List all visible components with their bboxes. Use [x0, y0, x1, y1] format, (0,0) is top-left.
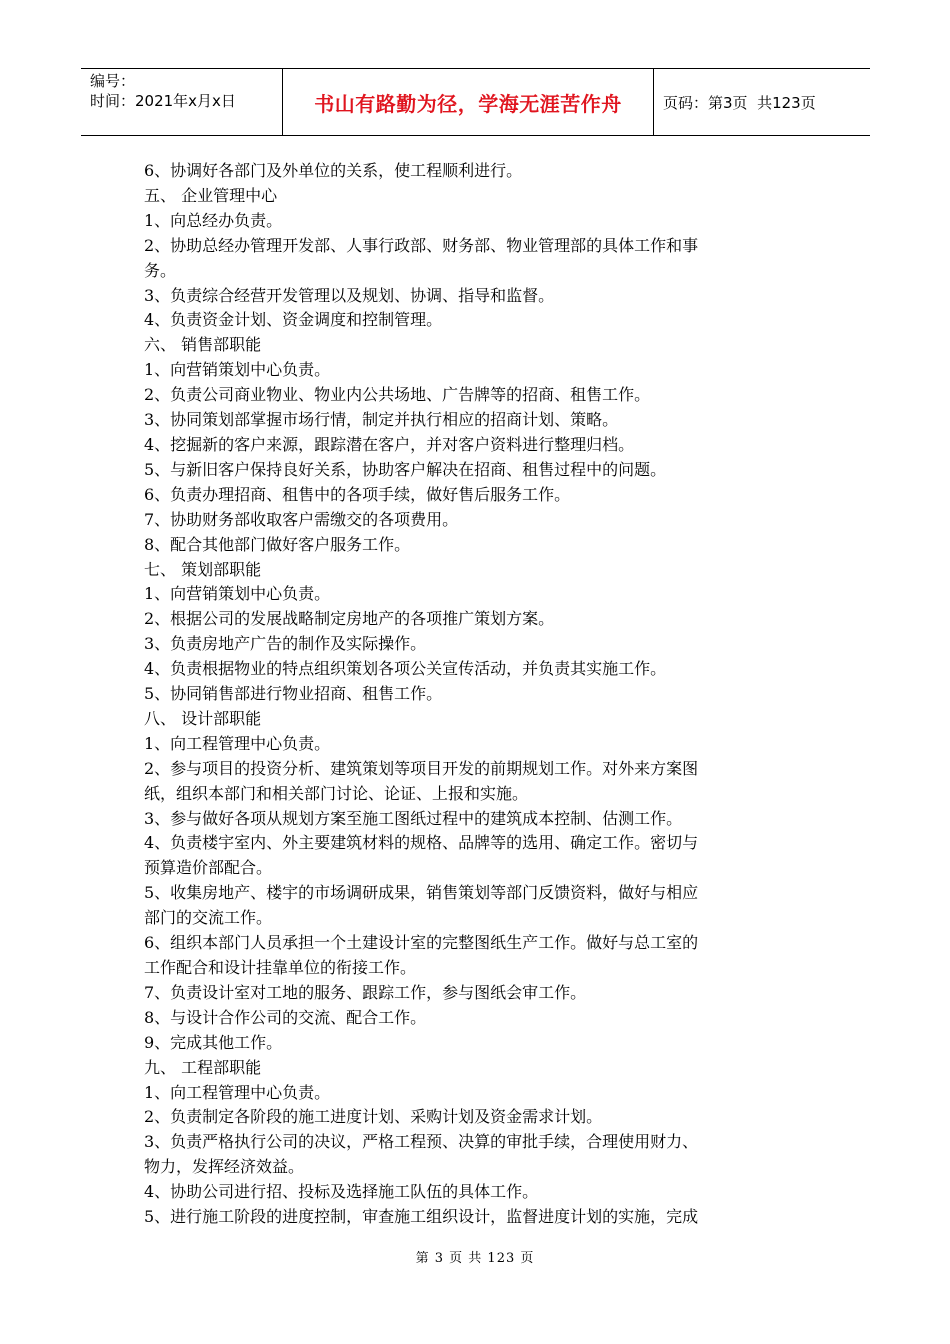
body-line: 2、参与项目的投资分析、建筑策划等项目开发的前期规划工作。对外来方案图 — [144, 758, 699, 778]
body-line: 七、 策划部职能 — [144, 559, 262, 579]
body-line: 1、向营销策划中心负责。 — [144, 360, 331, 380]
document-body — [144, 159, 814, 1230]
body-line: 5、收集房地产、楼宇的市场调研成果，销售策划等部门反馈资料，做好与相应 — [144, 883, 699, 903]
body-line: 5、协同销售部进行物业招商、租售工作。 — [144, 684, 443, 704]
document-time-label: 时间：2021年x月x日 — [90, 92, 236, 110]
page-footer: 第 3 页 共 123 页 — [415, 1251, 535, 1266]
body-line: 4、协助公司进行招、投标及选择施工队伍的具体工作。 — [144, 1182, 539, 1202]
header-meta — [90, 71, 280, 111]
body-line: 6、协调好各部门及外单位的关系，使工程顺利进行。 — [144, 161, 523, 180]
body-line: 工作配合和设计挂靠单位的衔接工作。 — [144, 958, 417, 977]
body-line: 1、向工程管理中心负责。 — [144, 733, 331, 753]
body-line: 务。 — [144, 260, 177, 280]
body-line: 3、负责房地产广告的制作及实际操作。 — [144, 634, 427, 654]
body-line: 1、向工程管理中心负责。 — [144, 1082, 331, 1102]
body-line: 3、参与做好各项从规划方案至施工图纸过程中的建筑成本控制、估测工作。 — [144, 808, 683, 828]
page-header — [81, 68, 870, 136]
body-line: 3、负责严格执行公司的决议，严格工程预、决算的审批手续，合理使用财力、 — [144, 1132, 699, 1152]
header-page-number: 页码：第3页 共123页 — [663, 93, 816, 112]
body-line: 九、 工程部职能 — [144, 1057, 262, 1077]
body-line: 部门的交流工作。 — [144, 908, 273, 928]
body-line: 1、向总经办负责。 — [144, 210, 283, 230]
body-line: 2、根据公司的发展战略制定房地产的各项推广策划方案。 — [144, 609, 555, 629]
body-line: 8、与设计合作公司的交流、配合工作。 — [144, 1007, 427, 1027]
body-line: 物力，发挥经济效益。 — [144, 1157, 305, 1177]
body-line: 纸，组织本部门和相关部门讨论、论证、上报和实施。 — [144, 783, 529, 803]
body-line: 五、 企业管理中心 — [144, 185, 278, 205]
body-line: 4、负责根据物业的特点组织策划各项公关宣传活动，并负责其实施工作。 — [144, 659, 667, 679]
body-line: 4、负责楼宇室内、外主要建筑材料的规格、品牌等的选用、确定工作。密切与 — [144, 833, 699, 853]
body-line: 6、组织本部门人员承担一个土建设计室的完整图纸生产工作。做好与总工室的 — [144, 933, 699, 953]
body-line: 2、负责制定各阶段的施工进度计划、采购计划及资金需求计划。 — [144, 1107, 603, 1127]
body-line: 6、负责办理招商、租售中的各项手续，做好售后服务工作。 — [144, 484, 571, 504]
body-line: 8、配合其他部门做好客户服务工作。 — [144, 534, 411, 554]
body-line: 3、协同策划部掌握市场行情，制定并执行相应的招商计划、策略。 — [144, 410, 619, 430]
body-line: 2、负责公司商业物业、物业内公共场地、广告牌等的招商、租售工作。 — [144, 385, 651, 405]
body-line: 预算造价部配合。 — [144, 858, 273, 878]
body-line: 5、与新旧客户保持良好关系，协助客户解决在招商、租售过程中的问题。 — [144, 459, 667, 479]
body-line: 1、向营销策划中心负责。 — [144, 584, 331, 604]
body-line: 4、挖掘新的客户来源，跟踪潜在客户，并对客户资料进行整理归档。 — [144, 434, 635, 454]
body-line: 八、 设计部职能 — [144, 708, 262, 728]
body-line: 9、完成其他工作。 — [144, 1032, 283, 1052]
body-line: 3、负责综合经营开发管理以及规划、协调、指导和监督。 — [144, 285, 555, 305]
body-line: 六、 销售部职能 — [144, 335, 262, 355]
body-line: 7、负责设计室对工地的服务、跟踪工作，参与图纸会审工作。 — [144, 982, 587, 1002]
body-line: 2、协助总经办管理开发部、人事行政部、财务部、物业管理部的具体工作和事 — [144, 235, 699, 255]
body-line: 4、负责资金计划、资金调度和控制管理。 — [144, 310, 443, 330]
header-motto: 书山有路勤为径，学海无涯苦作舟 — [282, 69, 654, 135]
body-line: 5、进行施工阶段的进度控制，审查施工组织设计，监督进度计划的实施，完成 — [144, 1207, 699, 1227]
body-line: 7、协助财务部收取客户需缴交的各项费用。 — [144, 509, 459, 529]
document-number-label: 编号： — [90, 72, 136, 90]
